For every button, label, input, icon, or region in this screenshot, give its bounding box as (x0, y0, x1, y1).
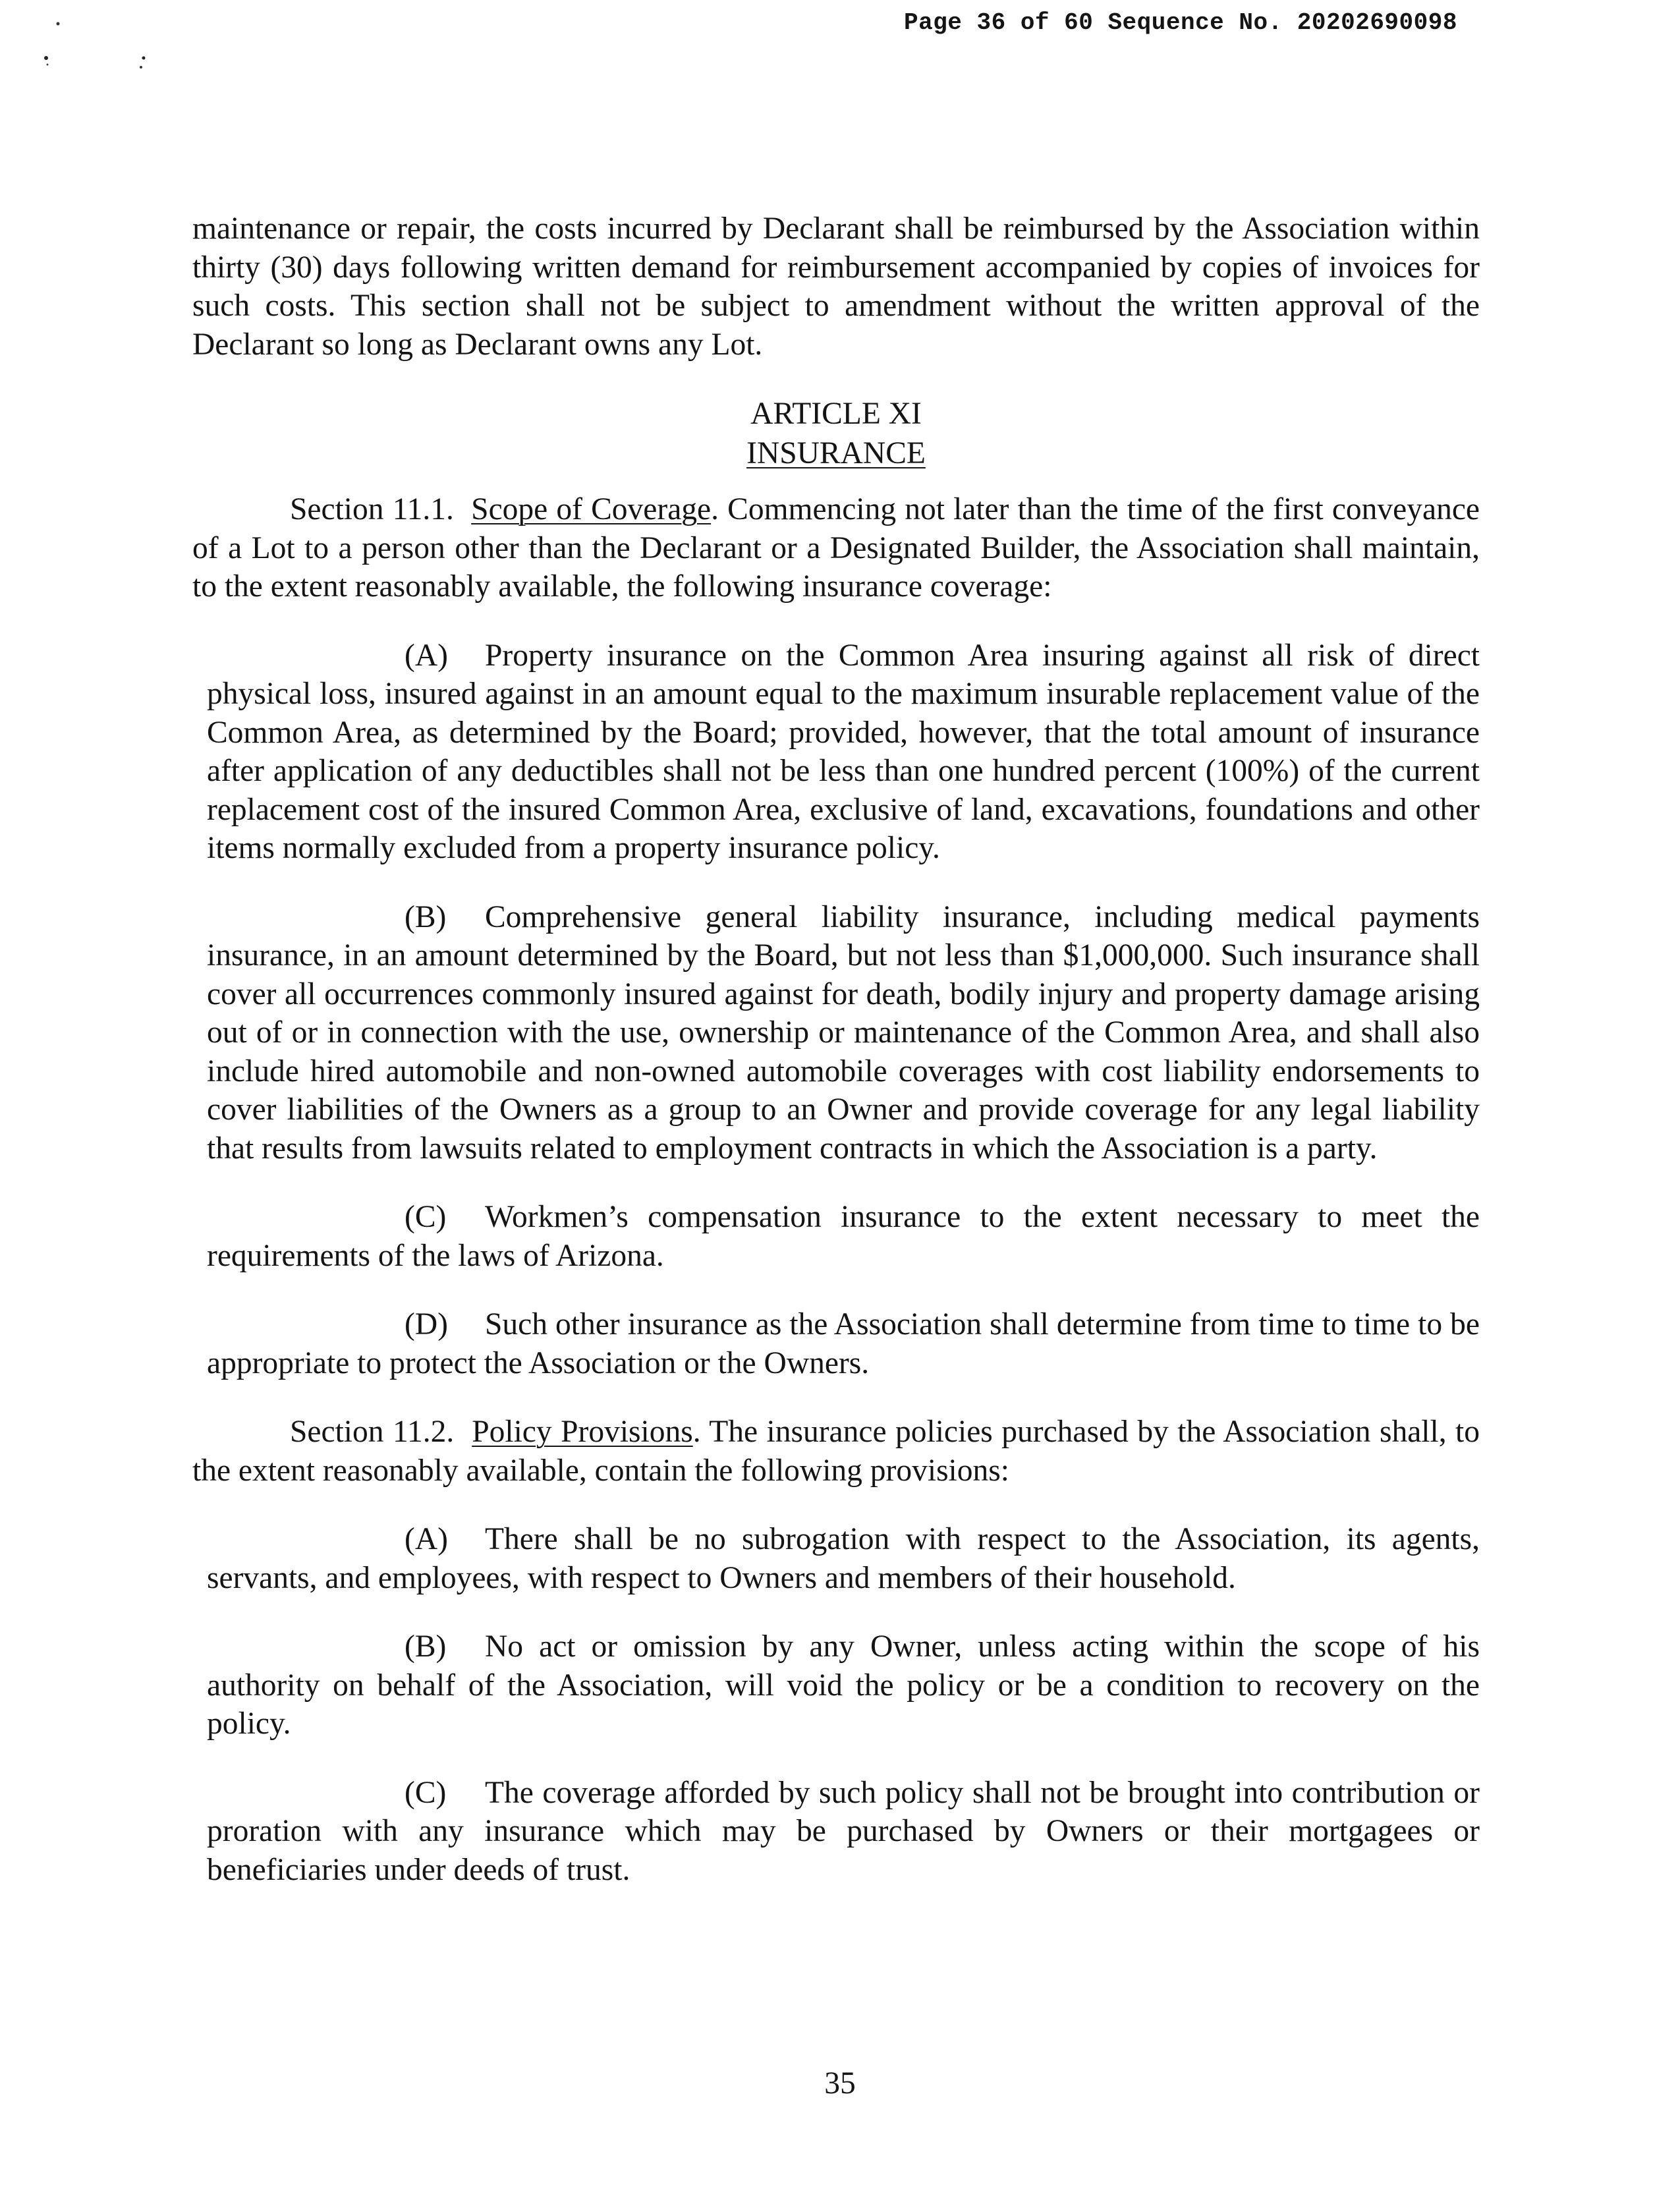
section-11-2: Section 11.2. Policy Provisions. The insurance policies purchased by the Association shall, to the extent reasonably available, contain the following provisions: (192, 1415, 1480, 1488)
continuation-paragraph: maintenance or repair, the costs incurred by Declarant shall be reimbursed by the Association within thirty (30) days following written demand for reimbursement accompanied by copies of invoices for such costs. This section shall not be subject to amendment without the written approval of the Declarant so long as Declarant owns any Lot. (192, 212, 1480, 362)
section-11-1-item-c: (C) Workmen’s compensation insurance to the extent necessary to meet the requirements of the laws of Arizona. (207, 1200, 1480, 1273)
section-11-2-item-b: (B) No act or omission by any Owner, unless acting within the scope of his authority on behalf of the Association, will void the policy or be a condition to recovery on the policy. (207, 1629, 1480, 1741)
section-label: Section 11.1. (290, 492, 454, 526)
section-11-1-item-d: (D) Such other insurance as the Association shall determine from time to time to be appropriate to protect the Association or the Owners. (207, 1307, 1480, 1380)
page-number: 35 (824, 2066, 856, 2101)
section-label: Section 11.2. (290, 1415, 455, 1449)
document-body (192, 210, 1480, 1889)
article-title: INSURANCE (746, 436, 926, 470)
section-heading: Policy Provisions (472, 1415, 693, 1449)
article-number: ARTICLE XI (750, 397, 922, 431)
section-11-1: Section 11.1. Scope of Coverage. Commencing not later than the time of the first conveyance of a Lot to a person other than the Declarant or a Designated Builder, the Association shall maintain, to the extent reasonably available, the following insurance coverage: (192, 492, 1480, 604)
section-11-1-item-b: (B) Comprehensive general liability insurance, including medical payments insurance, in an amount determined by the Board, but not less than $1,000,000. Such insurance shall cover all occurrences commonly insured against for death, bodily injury and property damage arising out of or in connection with the use, ownership or maintenance of the Common Area, and shall also include hired automobile and non-owned automobile coverages with cost liability endorsements to cover liabilities of the Owners as a group to an Owner and provide coverage for any legal liability that results from lawsuits related to employment contracts in which the Association is a party. (207, 899, 1480, 1166)
section-11-2-item-c: (C) The coverage afforded by such policy shall not be brought into contribution or proration with any insurance which may be purchased by Owners or their mortgagees or beneficiaries under deeds of trust. (207, 1775, 1480, 1887)
section-11-1-item-a: (A) Property insurance on the Common Area insuring against all risk of direct physical loss, insured against in an amount equal to the maximum insurable replacement value of the Common Area, as determined by the Board; provided, however, that the total amount of insurance after application of any deductibles shall not be less than one hundred percent (100%) of the current replacement cost of the insured Common Area, exclusive of land, excavations, foundations and other items normally excluded from a property insurance policy. (207, 638, 1480, 865)
scan-specks (0, 0, 171, 86)
section-11-2-item-a: (A) There shall be no subrogation with respect to the Association, its agents, servants, and employees, with respect to Owners and members of their household. (207, 1522, 1480, 1595)
page-header: Page 36 of 60 Sequence No. 20202690098 (904, 9, 1457, 36)
section-heading: Scope of Coverage (471, 492, 712, 526)
